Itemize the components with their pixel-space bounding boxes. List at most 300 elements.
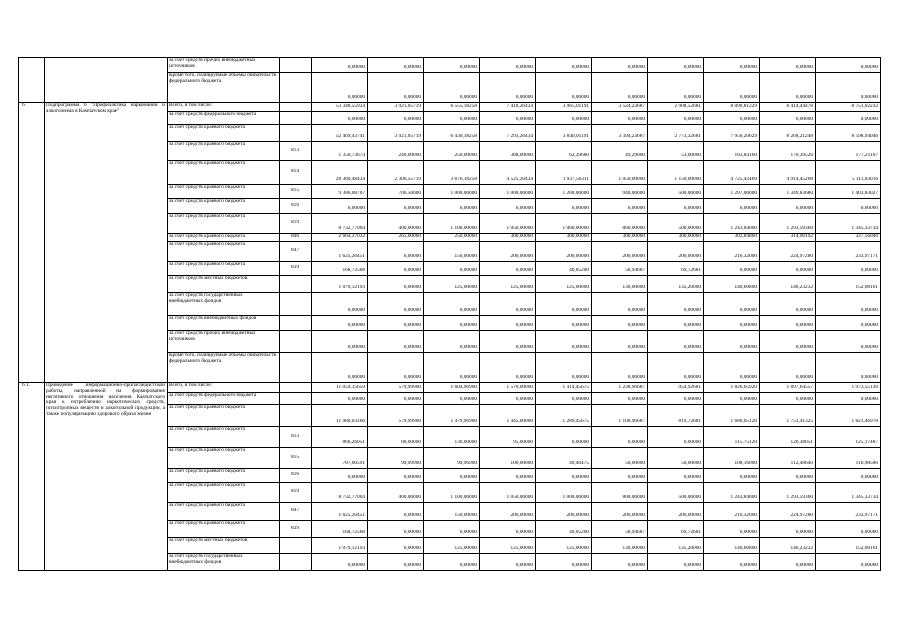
value-cell: 125,00000 [510,285,533,290]
row-label: за счет средств краевого бюджета [169,214,245,219]
value-cell: 0,00000 [403,475,421,480]
value-cell: 0,00000 [795,323,813,328]
row-label: Всего, в том числе: [169,383,213,388]
value-cell: 4 725,43469 [730,177,757,182]
value-cell: 579,99900 [398,385,421,390]
value-cell: 0,00000 [795,475,813,480]
value-cell: 69,72681 [681,530,701,535]
value-cell: 200,00000 [566,513,589,518]
value-cell: 233,97171 [855,254,878,259]
value-cell: 0,00000 [403,375,421,380]
value-cell: 500,00000 [678,495,701,500]
value-cell: 1 293,59360 [786,226,813,231]
value-cell: 1 050,00000 [618,177,645,182]
value-cell: 49,40475 [569,461,589,466]
row-divider [167,570,881,571]
value-cell: 50,00000 [625,461,645,466]
value-cell: 0,00000 [627,397,645,402]
value-cell: 368,00000 [510,153,533,158]
value-cell: 579,99900 [398,419,421,424]
value-cell: 0,00000 [403,308,421,313]
row-label: за счет средств краевого бюджета [169,161,245,166]
budget-code: 814 [291,169,299,174]
budget-code: 819 [291,220,299,225]
value-cell: 224,97280 [790,254,813,259]
value-cell: 170,39526 [790,153,813,158]
value-cell: 2 306,55719 [394,177,421,182]
value-cell: 0,00000 [795,308,813,313]
value-cell: 140,60800 [734,546,757,551]
value-cell: 0,00000 [347,308,365,313]
value-cell: 200,00000 [566,254,589,259]
row-label: за счет средств краевого бюджета [169,142,245,147]
row-label: Кроме того, планируемые объемы обязательств федерального бюджета [169,73,276,84]
value-cell: 314,96192 [790,234,813,239]
value-cell: 0,00000 [860,65,878,70]
value-cell: 0,00000 [739,206,757,211]
value-cell: 52 469,43741 [335,134,365,139]
row-divider [18,57,167,58]
value-cell: 0,00000 [739,563,757,568]
row-label: за счет средств краевого бюджета [169,469,245,474]
value-cell: 224,97280 [790,513,813,518]
value-cell: 0,00000 [683,308,701,313]
value-cell: 0,00000 [683,475,701,480]
value-cell: 5 111,03016 [851,177,878,182]
value-cell: 0,00000 [683,65,701,70]
value-cell: 0,00000 [347,117,365,122]
value-cell: 8 268,21248 [786,134,813,139]
value-cell: 0,00000 [459,323,477,328]
budget-code: 839 [291,265,299,270]
row-label: за счет средств краевого бюджета [169,199,245,204]
value-cell: 0,00000 [403,268,421,273]
row-label: за счет средств краевого бюджета [169,521,245,526]
value-cell: 0,00000 [860,397,878,402]
value-cell: 2 664,37032 [338,234,365,239]
value-cell: 146,23232 [790,285,813,290]
value-cell: 233,97171 [855,513,878,518]
value-cell: 0,00000 [515,345,533,350]
item-title: Проведение информационно-пропагандистской работы, направленной на формирование негативного отношения населения Камчатского края к потреблению наркотических средств, психотропных веществ и алкогольной продукции, а также популяризацию здорового образа жизни [46,383,165,417]
value-cell: 1 100,00000 [450,495,477,500]
value-cell: 0,00000 [860,345,878,350]
value-cell: 0,00000 [795,375,813,380]
value-cell: 125,00000 [510,546,533,551]
value-cell: 163,84160 [734,153,757,158]
item-number: 6. [22,103,26,108]
value-cell: 1 897,64557 [786,385,813,390]
value-cell: 0,00000 [403,563,421,568]
value-cell: 0,00000 [860,206,878,211]
value-cell: 0,00000 [347,65,365,70]
value-cell: 0,00000 [683,563,701,568]
value-cell: 125,00000 [454,285,477,290]
value-cell: 0,00000 [403,397,421,402]
value-cell: 0,00000 [459,345,477,350]
value-cell: 58,94687 [625,268,645,273]
value-cell: 0,00000 [795,65,813,70]
value-cell: 8 732,77004 [338,495,365,500]
value-cell: 140,60800 [734,285,757,290]
value-cell: 1 289,45675 [562,419,589,424]
value-cell: 146,23232 [790,546,813,551]
value-cell: 0,00000 [571,375,589,380]
value-cell: 0,00000 [860,530,878,535]
value-cell: 1 350,73674 [338,153,365,158]
value-cell: 130,00000 [454,440,477,445]
value-cell: 0,00000 [347,563,365,568]
value-cell: 0,00000 [571,563,589,568]
value-cell: 0,00000 [459,268,477,273]
value-cell: 0,00000 [627,308,645,313]
column-divider [18,57,19,570]
value-cell: 99,99900 [401,461,421,466]
value-cell: 200,00000 [510,513,533,518]
value-cell: 0,00000 [739,345,757,350]
value-cell: 250,00000 [454,234,477,239]
value-cell: 108,16000 [734,461,757,466]
budget-code: 839 [291,525,299,531]
value-cell: 0,00000 [459,206,477,211]
row-label: за счет средств краевого бюджета [169,483,245,488]
value-cell: 0,00000 [860,268,878,273]
value-cell: 0,00000 [627,65,645,70]
value-cell: 800,00000 [622,226,645,231]
value-cell: 0,00000 [739,397,757,402]
value-cell: 0,00000 [459,95,477,100]
value-cell: 1 445,00000 [506,419,533,424]
value-cell: 40,05200 [569,530,589,535]
value-cell: 0,00000 [627,440,645,445]
value-cell: 152,08161 [855,546,878,551]
value-cell: 0,00000 [683,95,701,100]
value-cell: 0,00000 [571,440,589,445]
value-cell: 0,00000 [459,375,477,380]
value-cell: 954,92681 [678,385,701,390]
value-cell: 2 908,52681 [674,104,701,109]
value-cell: 0,00000 [860,95,878,100]
value-cell: 125,00000 [566,546,589,551]
value-cell: 1 349,83680 [786,191,813,196]
value-cell: 0,00000 [347,206,365,211]
value-cell: 0,00000 [739,95,757,100]
value-cell: 0,00000 [860,323,878,328]
item-title: Подпрограмма 6 "Профилактика наркомании и алкоголизма в Камчатском крае" [46,103,165,114]
value-cell: 40,05200 [569,268,589,273]
value-cell: 1 000,00000 [562,495,589,500]
value-cell: 0,00000 [571,345,589,350]
value-cell: 0,00000 [683,117,701,122]
row-label: за счет средств прочих внебюджетных источников [169,331,256,342]
value-cell: 0,00000 [627,206,645,211]
value-cell: 0,00000 [459,475,477,480]
value-cell: 53 348,55934 [335,104,365,109]
value-cell: 0,00000 [739,268,757,273]
value-cell: 112,48640 [790,461,813,466]
value-cell: 0,00000 [515,117,533,122]
value-cell: 3 676,18258 [450,177,477,182]
value-cell: 99,96900 [457,461,477,466]
value-cell: 1 686,05120 [730,419,757,424]
value-cell: 800,00000 [622,495,645,500]
value-cell: 80,00000 [401,440,421,445]
budget-table [18,57,880,570]
value-cell: 9 386,08707 [338,191,365,196]
value-cell: 0,00000 [795,95,813,100]
value-cell: 0,00000 [795,117,813,122]
row-label: Кроме того, планируемые объемы обязательств федерального бюджета [169,353,276,364]
value-cell: 1 079,12193 [338,546,365,551]
value-cell: 1 414,45675 [562,385,589,390]
value-cell: 0,00000 [795,563,813,568]
budget-code: 816 [291,472,299,477]
budget-code: 815 [291,188,299,193]
row-label: за счет средств краевого бюджета [169,405,245,410]
value-cell: 0,00000 [860,475,878,480]
value-cell: 1 050,00000 [506,226,533,231]
value-cell: 1 826,65920 [730,385,757,390]
value-cell: 3 921,05719 [394,104,421,109]
value-cell: 125,00000 [454,546,477,551]
value-cell: 8 414,44478 [786,104,813,109]
row-label: за счет средств внебюджетных фондов [169,316,257,321]
value-cell: 1 570,00000 [506,385,533,390]
value-cell: 8 090,81229 [730,104,757,109]
value-cell: 0,00000 [683,323,701,328]
value-cell: 0,00000 [515,563,533,568]
value-cell: 327,56040 [855,234,878,239]
value-cell: 0,00000 [403,513,421,518]
value-cell: 50,00000 [681,461,701,466]
value-cell: 0,00000 [403,206,421,211]
value-cell: 95,00000 [513,440,533,445]
value-cell: 8 598,94046 [851,134,878,139]
value-cell: 3 965,01191 [562,104,589,109]
value-cell: 0,00000 [795,345,813,350]
value-cell: 0,00000 [739,117,757,122]
value-cell: 0,00000 [627,345,645,350]
value-cell: 0,00000 [459,308,477,313]
value-cell: 1 937,56311 [562,177,589,182]
value-cell: 200,00000 [622,513,645,518]
value-cell: 0,00000 [571,308,589,313]
value-cell: 200,00000 [678,513,701,518]
value-cell: 115,75120 [734,440,757,445]
value-cell: 135,20000 [678,546,701,551]
value-cell: 0,00000 [571,65,589,70]
value-cell: 135,20000 [678,285,701,290]
value-cell: 0,00000 [459,530,477,535]
value-cell: 1 604,96900 [450,385,477,390]
value-cell: 177,21107 [855,153,878,158]
value-cell: 0,00000 [347,323,365,328]
value-cell: 265,00000 [398,234,421,239]
value-cell: 53,60000 [681,153,701,158]
item-number: 6.1. [22,383,30,388]
value-cell: 200,00000 [678,254,701,259]
value-cell: 0,00000 [403,530,421,535]
value-cell: 1 403,83027 [851,191,878,196]
value-cell: 1 345,33734 [851,495,878,500]
value-cell: 125,00000 [566,285,589,290]
value-cell: 0,00000 [571,117,589,122]
value-cell: 300,00000 [622,234,645,239]
row-label: за счет средств краевого бюджета [169,262,245,267]
value-cell: 0,00000 [403,65,421,70]
value-cell: 1 625,26451 [338,513,365,518]
column-divider [44,57,45,570]
value-cell: 0,00000 [515,268,533,273]
value-cell: 400,00000 [398,226,421,231]
value-cell: 302,84800 [734,234,757,239]
value-cell: 787,00591 [342,461,365,466]
value-cell: 250,00000 [454,153,477,158]
value-cell: 0,00000 [627,323,645,328]
budget-code: 813 [291,147,299,153]
value-cell: 1 000,00000 [562,226,589,231]
budget-code: 819 [291,489,299,494]
value-cell: 400,00000 [398,495,421,500]
budget-code: 847 [291,508,299,513]
value-cell: 1 293,59360 [786,495,813,500]
value-cell: 0,00000 [403,285,421,290]
value-cell: 152,08161 [855,285,878,290]
value-cell: 0,00000 [571,475,589,480]
value-cell: 0,00000 [459,397,477,402]
value-cell: 0,00000 [860,563,878,568]
value-cell: 240,00000 [398,153,421,158]
value-cell: 0,00000 [683,206,701,211]
value-cell: 0,00000 [459,117,477,122]
value-cell: 0,00000 [347,397,365,402]
value-cell: 0,00000 [347,375,365,380]
value-cell: 1 479,96900 [450,419,477,424]
value-cell: 0,00000 [795,206,813,211]
value-cell: 0,00000 [571,397,589,402]
value-cell: 28 360,48434 [335,177,365,182]
value-cell: 7 293,26434 [506,134,533,139]
row-label: за счет средств краевого бюджета [169,185,245,190]
value-cell: 0,00000 [347,345,365,350]
value-cell: 1 000,00000 [506,191,533,196]
value-cell: 0,00000 [515,308,533,313]
value-cell: 0,00000 [515,375,533,380]
value-cell: 0,00000 [683,345,701,350]
value-cell: 69,72681 [681,268,701,273]
value-cell: 300,00000 [678,234,701,239]
value-cell: 0,00000 [739,375,757,380]
row-label: за счет средств прочих внебюджетных источников [169,58,256,69]
value-cell: 0,00000 [515,65,533,70]
value-cell: 0,00000 [347,95,365,100]
value-cell: 300,00000 [566,234,589,239]
value-cell: 4 914,45208 [786,177,813,182]
value-cell: 0,00000 [683,375,701,380]
row-label: за счет средств местных бюджетов [169,276,248,281]
value-cell: 125,17487 [855,440,878,445]
value-cell: 0,00000 [403,323,421,328]
value-cell: 1 100,00000 [450,226,477,231]
value-cell: 0,00000 [571,95,589,100]
value-cell: 150,00000 [454,254,477,259]
value-cell: 4 525,26434 [506,177,533,182]
value-cell: 7 418,26434 [506,104,533,109]
budget-code: 846 [291,234,299,239]
value-cell: 1 200,00000 [562,191,589,196]
value-cell: 6 430,18258 [450,134,477,139]
value-cell: 1 108,96687 [618,419,645,424]
value-cell: 1 000,00000 [450,191,477,196]
value-cell: 0,00000 [627,475,645,480]
value-cell: 0,00000 [571,323,589,328]
row-label: за счет средств краевого бюджета [169,448,245,453]
value-cell: 3 524,23687 [618,104,645,109]
value-cell: 866,26051 [342,440,365,445]
value-cell: 940,00000 [622,191,645,196]
column-divider [880,57,881,570]
value-cell: 100,00000 [510,461,533,466]
value-cell: 0,00000 [795,530,813,535]
value-cell: 49,29000 [625,153,645,158]
value-cell: 1 821,46978 [851,419,878,424]
value-cell: 116,98586 [855,461,878,466]
value-cell: 1 625,26451 [338,254,365,259]
value-cell: 0,00000 [515,530,533,535]
budget-code: 816 [291,202,299,208]
value-cell: 6 555,18258 [450,104,477,109]
value-cell: 0,00000 [860,375,878,380]
value-cell: 3 921,05719 [394,134,421,139]
value-cell: 0,00000 [739,530,757,535]
value-cell: 0,00000 [403,95,421,100]
value-cell: 0,00000 [627,563,645,568]
value-cell: 1 751,41325 [786,419,813,424]
value-cell: 0,00000 [739,65,757,70]
value-cell: 62,39680 [569,153,589,158]
value-cell: 1 243,84000 [730,495,757,500]
value-cell: 819,72681 [678,419,701,424]
value-cell: 150,00000 [454,513,477,518]
value-cell: 0,00000 [403,345,421,350]
value-cell: 2 773,32681 [674,134,701,139]
value-cell: 0,00000 [403,254,421,259]
value-cell: 0,00000 [347,475,365,480]
row-label: за счет средств местных бюджетов [169,538,248,543]
row-label: за счет средств краевого бюджета [169,503,245,508]
value-cell: 0,00000 [515,323,533,328]
value-cell: 0,00000 [515,475,533,480]
row-label: за счет средств краевого бюджета [169,427,245,432]
value-cell: 0,00000 [571,206,589,211]
value-cell: 3 394,23687 [618,134,645,139]
value-cell: 0,00000 [739,475,757,480]
value-cell: 706,50000 [398,191,421,196]
value-cell: 1 050,00000 [506,495,533,500]
value-cell: 58,94687 [625,530,645,535]
value-cell: 1 297,00000 [730,191,757,196]
value-cell: 120,38051 [790,440,813,445]
value-cell: 8 732,77004 [338,226,365,231]
row-divider [18,570,167,571]
value-cell: 0,00000 [515,206,533,211]
value-cell: 216,32000 [734,254,757,259]
value-cell: 0,00000 [739,308,757,313]
value-cell: 11 059,15659 [336,385,365,390]
value-cell: 0,00000 [459,563,477,568]
value-cell: 168,72568 [342,530,365,535]
value-cell: 0,00000 [459,65,477,70]
